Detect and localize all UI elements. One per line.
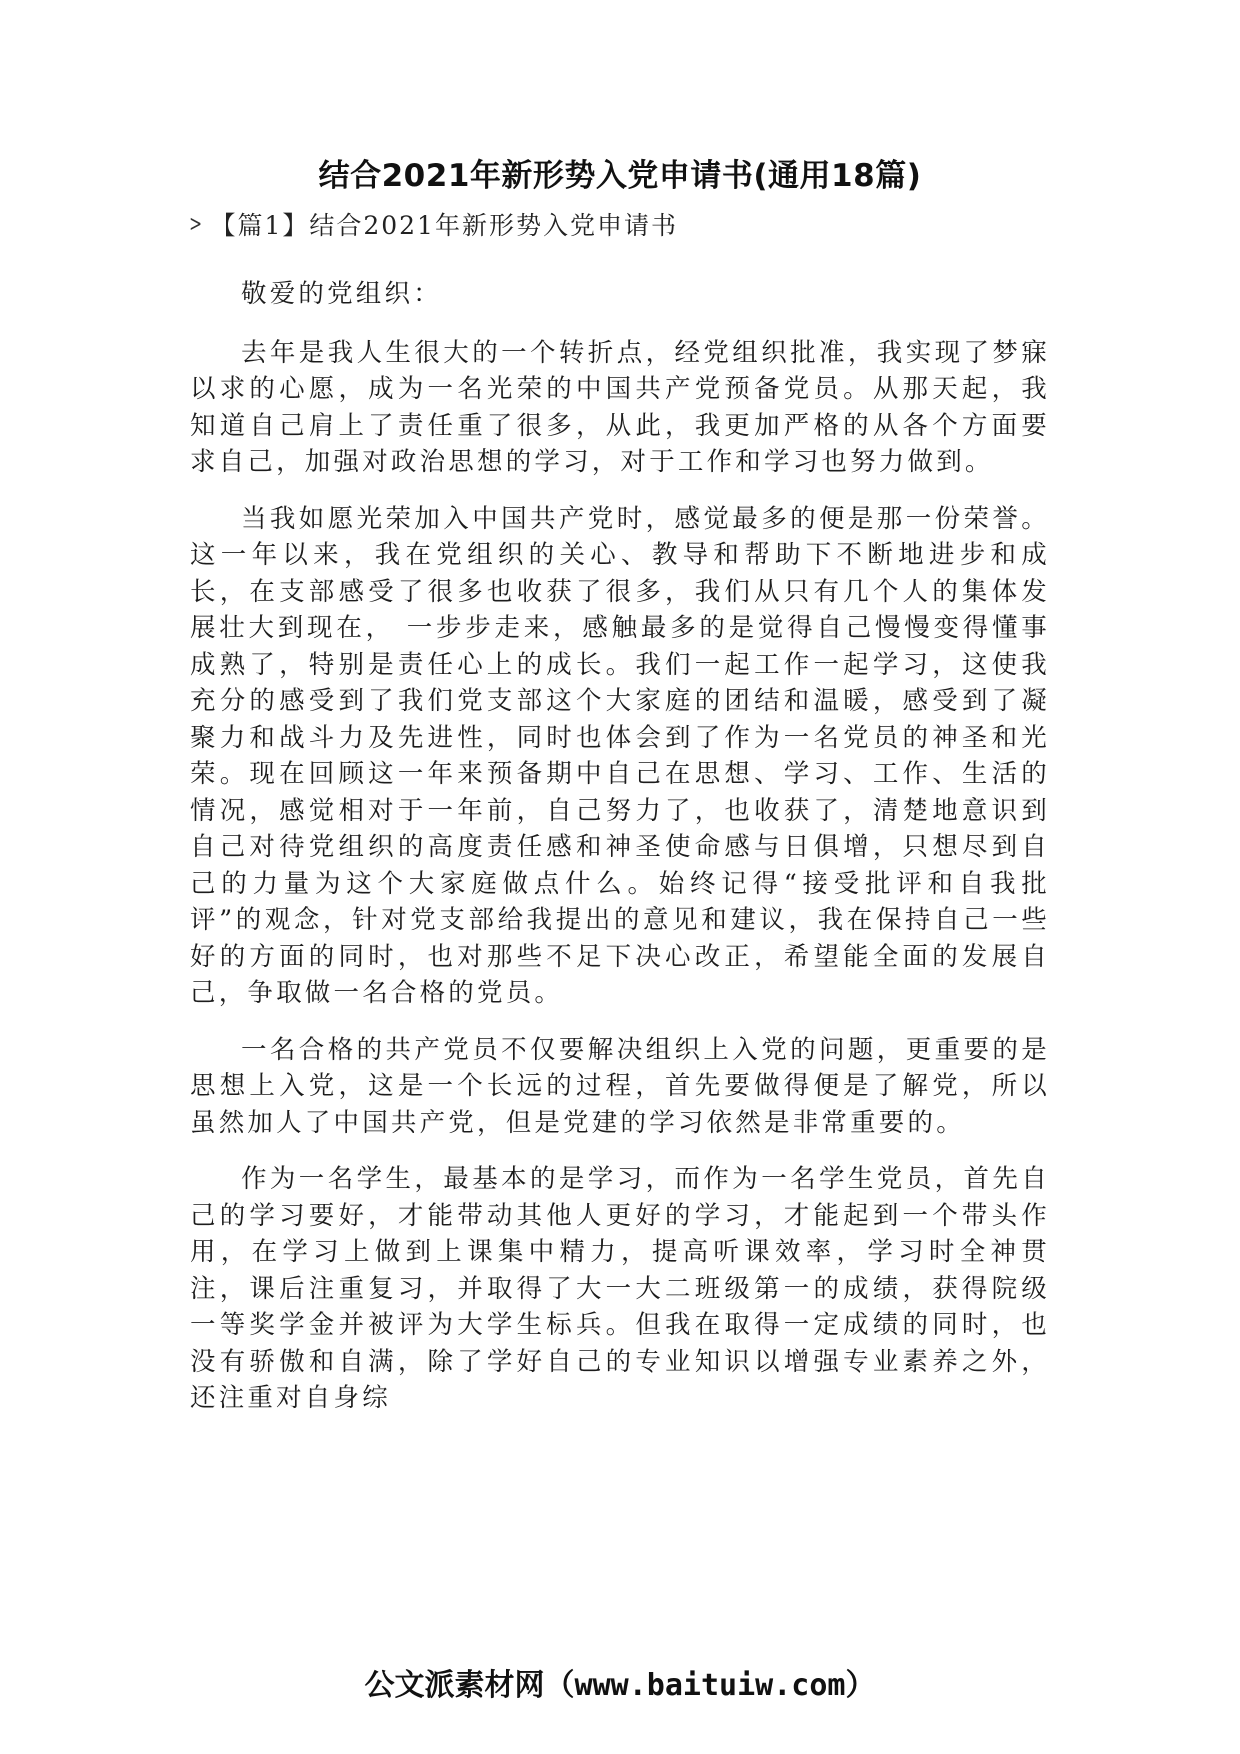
paragraph: 去年是我人生很大的一个转折点，经党组织批准，我实现了梦寐以求的心愿，成为一名光荣的中国共产党预备党员。从那天起，我知道自己肩上了责任重了很多，从此，我更加严格的从各个方面要求自己，加强对政治思想的学习，对于工作和学习也努力做到。	[190, 337, 1050, 477]
salutation: 敬爱的党组织：	[241, 279, 442, 309]
document-body	[190, 276, 1050, 1437]
section-heading[interactable]	[186, 206, 678, 242]
footer-source: 公文派素材网（www.baituiw.com）	[364, 1668, 876, 1703]
paragraph: 当我如愿光荣加入中国共产党时，感觉最多的便是那一份荣誉。这一年以来，我在党组织的关心、教导和帮助下不断地进步和成长，在支部感受了很多也收获了很多，我们从只有几个人的集体发展壮大到现在， 一步步走来，感触最多的是觉得自己慢慢变得懂事成熟了，特别是责任心上的成长。我们一起工作一起学习，这使我充分的感受到了我们党支部这个大家庭的团结和温暖，感受到了凝聚力和战斗力及先进性，同时也体会到了作为一名党员的神圣和光荣。现在回顾这一年来预备期中自己在思想、学习、工作、生活的情况，感觉相对于一年前，自己努力了，也收获了，清楚地意识到自己对待党组织的高度责任感和神圣使命感与日俱增，只想尽到自己的力量为这个大家庭做点什么。始终记得“接受批评和自我批评”的观念，针对党支部给我提出的意见和建议，我在保持自己一些好的方面的同时，也对那些不足下决心改正，希望能全面的发展自己，争取做一名合格的党员。	[190, 503, 1050, 1008]
section-heading-label: 【篇1】结合2021年新形势入党申请书	[210, 211, 678, 240]
chevron-right-icon: >	[189, 211, 204, 237]
paragraph: 一名合格的共产党员不仅要解决组织上入党的问题，更重要的是思想上入党，这是一个长远的过程，首先要做得便是了解党，所以虽然加人了中国共产党，但是党建的学习依然是非常重要的。	[190, 1034, 1050, 1138]
paragraph: 作为一名学生，最基本的是学习，而作为一名学生党员，首先自己的学习要好，才能带动其他人更好的学习，才能起到一个带头作用，在学习上做到上课集中精力，提高听课效率，学习时全神贯注，课后注重复习，并取得了大一大二班级第一的成绩，获得院级一等奖学金并被评为大学生标兵。但我在取得一定成绩的同时，也没有骄傲和自满，除了学好自己的专业知识以增强专业素养之外，还注重对自身综	[190, 1164, 1050, 1413]
document-title: 结合2021年新形势入党申请书(通用18篇)	[318, 158, 922, 194]
